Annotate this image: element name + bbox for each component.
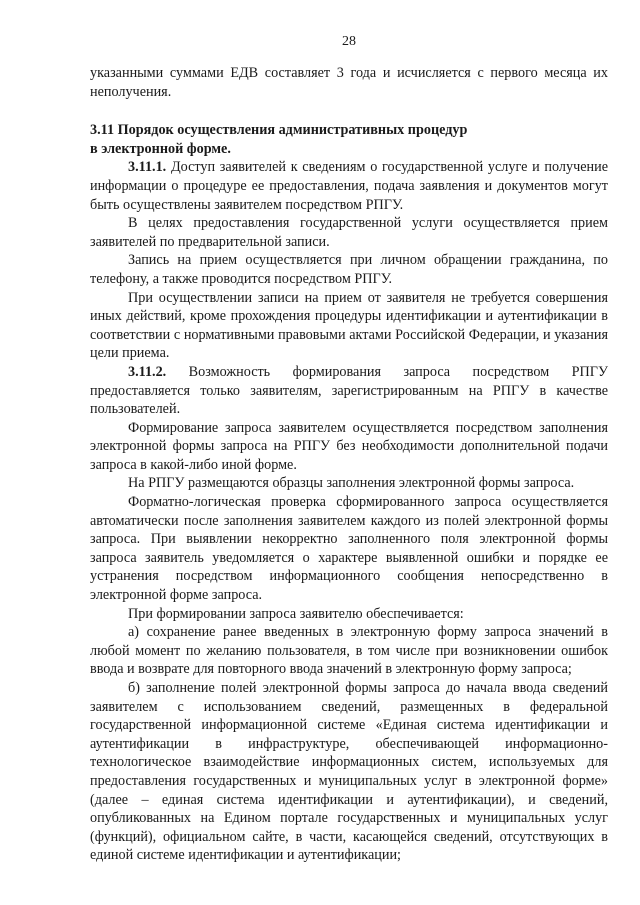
clause-number-3-11-2: 3.11.2.	[128, 363, 167, 380]
section-heading-line2: в электронной форме.	[90, 140, 231, 157]
paragraph-item-b: б) заполнение полей электронной формы запроса до начала ввода сведений заявителем с использованием сведений, размещенных в федеральной государственной информационной системе «Единая система идентификации и аутентификации в инфраструктуре, обеспечивающей информационно-технологическое взаимодействие информационных систем, используемых для предоставления государственных и муниципальных услуг в электронной форме» (далее – единая система идентификации и аутентификации), и сведений, опубликованных на Едином портале государственных и муниципальных услуг (функций), официальном сайте, в части, касающейся сведений, отсутствующих в единой системе идентификации и аутентификации;	[90, 680, 608, 864]
paragraph-provided: При формировании запроса заявителю обеспечивается:	[128, 605, 464, 622]
paragraph-no-actions: При осуществлении записи на прием от заявителя не требуется совершения иных действий, кроме прохождения процедуры идентификации и аутентификации в соответствии с нормативными правовыми актами Российской Федерации, и указания цели приема.	[90, 289, 608, 362]
section-heading-line1: 3.11 Порядок осуществления административных процедур	[90, 122, 468, 139]
clause-text-3-11-1: Доступ заявителей к сведениям о государственной услуге и получение информации о процедуре ее предоставления, подача заявления и документов могут быть осуществлены заявителем посредством РПГУ.	[90, 159, 608, 213]
paragraph-3-11-2	[90, 363, 608, 419]
clause-text-3-11-2: Возможность формирования запроса посредством РПГУ предоставляется только заявителям, зарегистрированным на РПГУ в качестве пользователей.	[90, 363, 608, 418]
paragraph-samples: На РПГУ размещаются образцы заполнения электронной формы запроса.	[128, 475, 575, 492]
document-page	[90, 34, 608, 865]
paragraph-prior-visit: В целях предоставления государственной услуги осуществляется прием заявителей по предварительной записи.	[90, 215, 608, 250]
paragraph-record: Запись на прием осуществляется при личном обращении гражданина, по телефону, а также проводится посредством РПГУ.	[90, 252, 608, 287]
paragraph-check: Форматно-логическая проверка сформированного запроса осуществляется автоматически после заполнения заявителем каждого из полей электронной формы запроса. При выявлении некорректно заполненного поля электронной формы запроса заявитель уведомляется о характере выявленной ошибки и порядке ее устранения посредством информационного сообщения непосредственно в электронной форме запроса.	[90, 494, 608, 604]
page-number: 28	[342, 34, 356, 49]
paragraph-forming: Формирование запроса заявителем осуществляется посредством заполнения электронной формы запроса на РПГУ без необходимости дополнительной подачи запроса в какой-либо иной форме.	[90, 419, 608, 473]
paragraph-3-11-1	[90, 158, 608, 214]
clause-number-3-11-1: 3.11.1.	[128, 159, 167, 176]
section-heading	[90, 121, 608, 158]
intro-paragraph: указанными суммами ЕДВ составляет 3 года и исчисляется с первого месяца их неполучения.	[90, 65, 608, 100]
paragraph-item-a: а) сохранение ранее введенных в электронную форму запроса значений в любой момент по желанию пользователя, в том числе при возникновении ошибок ввода и возврате для повторного ввода значений в электронную форму запроса;	[90, 624, 608, 678]
